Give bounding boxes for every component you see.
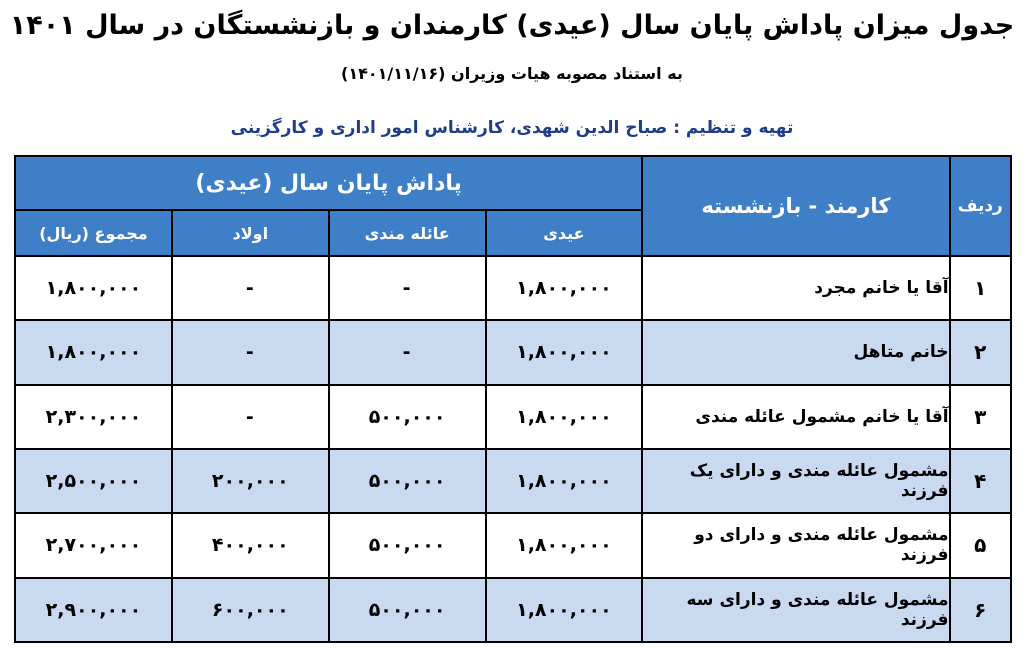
row-description: مشمول عائله مندی و دارای سه فرزند <box>642 578 949 642</box>
row-number: ۶ <box>950 578 1011 642</box>
row-number: ۲ <box>950 320 1011 384</box>
document-subtitle: به استناد مصوبه هیات وزیران (۱۴۰۱/۱۱/۱۶) <box>341 64 683 83</box>
row-eidi: ۱,۸۰۰,۰۰۰ <box>486 256 643 320</box>
row-family: - <box>329 320 486 384</box>
row-family: - <box>329 256 486 320</box>
row-total: ۱,۸۰۰,۰۰۰ <box>15 256 172 320</box>
row-total: ۲,۹۰۰,۰۰۰ <box>15 578 172 642</box>
row-eidi: ۱,۸۰۰,۰۰۰ <box>486 449 643 513</box>
row-family: ۵۰۰,۰۰۰ <box>329 449 486 513</box>
header-children: اولاد <box>172 210 329 256</box>
row-number: ۱ <box>950 256 1011 320</box>
row-number: ۴ <box>950 449 1011 513</box>
row-children: - <box>172 385 329 449</box>
row-eidi: ۱,۸۰۰,۰۰۰ <box>486 513 643 577</box>
row-eidi: ۱,۸۰۰,۰۰۰ <box>486 320 643 384</box>
row-total: ۲,۳۰۰,۰۰۰ <box>15 385 172 449</box>
header-radif: ردیف <box>950 156 1011 256</box>
table-row <box>15 449 1011 513</box>
row-description: آقا یا خانم مجرد <box>642 256 949 320</box>
row-total: ۲,۷۰۰,۰۰۰ <box>15 513 172 577</box>
row-children: - <box>172 256 329 320</box>
document-title: جدول میزان پاداش پایان سال (عیدی) کارمندان و بازنشستگان در سال ۱۴۰۱ <box>9 10 1015 41</box>
row-children: - <box>172 320 329 384</box>
bonus-table <box>14 155 1012 643</box>
row-eidi: ۱,۸۰۰,۰۰۰ <box>486 385 643 449</box>
row-description: مشمول عائله مندی و دارای دو فرزند <box>642 513 949 577</box>
table-row <box>15 320 1011 384</box>
header-total: مجموع (ریال) <box>15 210 172 256</box>
row-total: ۱,۸۰۰,۰۰۰ <box>15 320 172 384</box>
row-family: ۵۰۰,۰۰۰ <box>329 513 486 577</box>
row-total: ۲,۵۰۰,۰۰۰ <box>15 449 172 513</box>
table-row <box>15 578 1011 642</box>
row-number: ۵ <box>950 513 1011 577</box>
row-family: ۵۰۰,۰۰۰ <box>329 385 486 449</box>
table-row <box>15 256 1011 320</box>
row-family: ۵۰۰,۰۰۰ <box>329 578 486 642</box>
author-credit: تهیه و تنظیم : صباح الدین شهدی، کارشناس امور اداری و کارگزینی <box>230 118 794 138</box>
row-description: آقا یا خانم مشمول عائله مندی <box>642 385 949 449</box>
header-family: عائله مندی <box>329 210 486 256</box>
table-row <box>15 385 1011 449</box>
row-children: ۴۰۰,۰۰۰ <box>172 513 329 577</box>
row-children: ۶۰۰,۰۰۰ <box>172 578 329 642</box>
header-bonus-group: پاداش پایان سال (عیدی) <box>15 156 642 210</box>
row-number: ۳ <box>950 385 1011 449</box>
row-eidi: ۱,۸۰۰,۰۰۰ <box>486 578 643 642</box>
header-person: کارمند - بازنشسته <box>642 156 949 256</box>
table-row <box>15 513 1011 577</box>
header-eidi: عیدی <box>486 210 643 256</box>
row-description: خانم متاهل <box>642 320 949 384</box>
row-description: مشمول عائله مندی و دارای یک فرزند <box>642 449 949 513</box>
row-children: ۲۰۰,۰۰۰ <box>172 449 329 513</box>
